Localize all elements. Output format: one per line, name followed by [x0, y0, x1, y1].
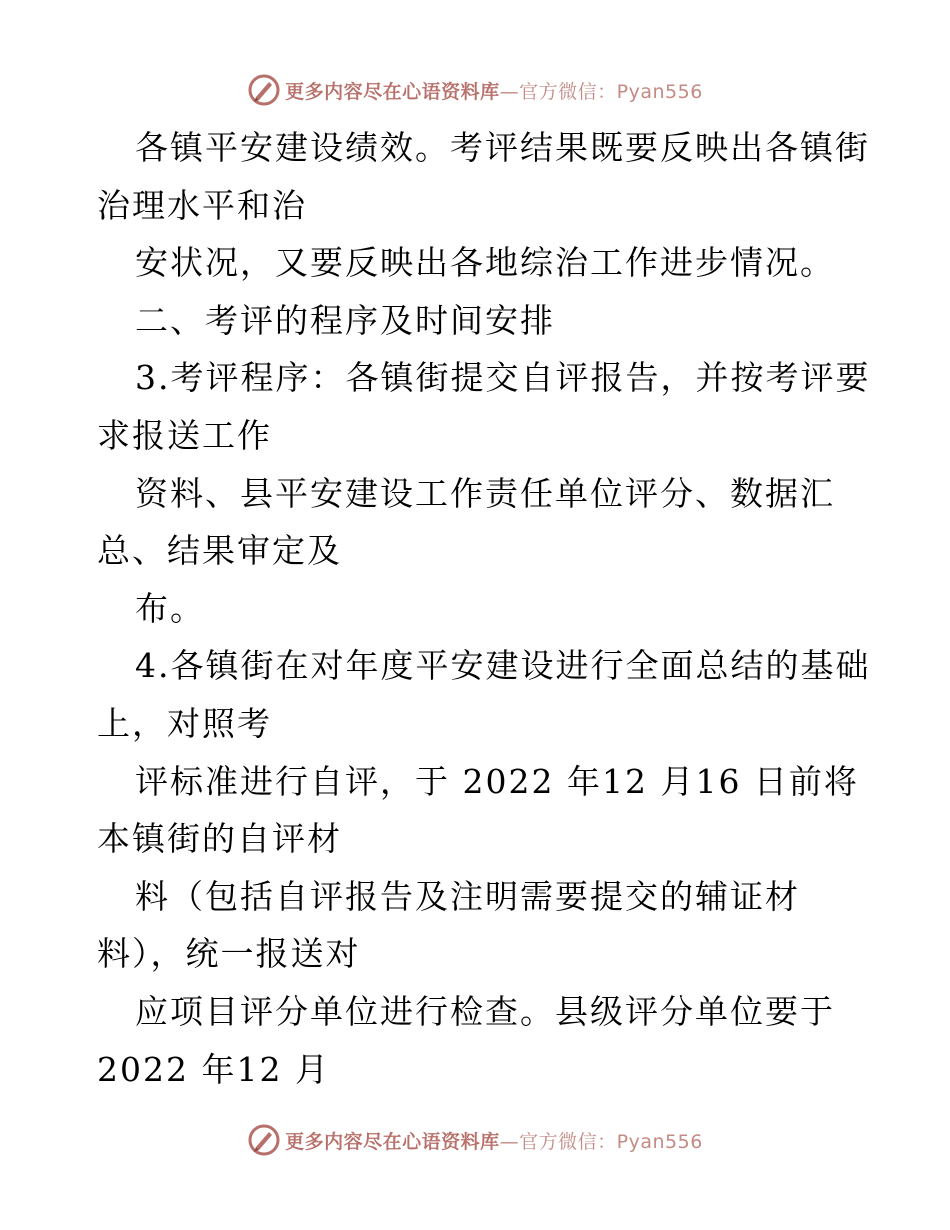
document-body — [97, 120, 871, 1099]
pen-logo-icon — [247, 1123, 281, 1157]
paragraph-line: 安状况，又要反映出各地综治工作进步情况。 — [135, 243, 835, 283]
section-heading: 二、考评的程序及时间安排 — [135, 300, 555, 340]
paragraph-line: 布。 — [135, 588, 205, 628]
paragraph-line: 本镇街的自评材 — [97, 819, 342, 859]
paragraph-line: 求报送工作 — [97, 415, 272, 455]
watermark-text: 更多内容尽在心语资料库—官方微信：Pyan556 — [285, 80, 703, 103]
paragraph-line: 料），统一报送对 — [97, 934, 361, 974]
footer-watermark — [0, 1122, 950, 1158]
paragraph-line: 4.各镇街在对年度平安建设进行全面总结的基础 — [135, 646, 871, 686]
paragraph-line: 2022 年12 月 — [97, 1049, 330, 1089]
paragraph-line: 料（包括自评报告及注明需要提交的辅证材 — [135, 876, 800, 916]
watermark-text: 更多内容尽在心语资料库—官方微信：Pyan556 — [285, 1130, 703, 1153]
paragraph-line: 各镇平安建设绩效。考评结果既要反映出各镇街 — [135, 128, 870, 167]
paragraph-line: 总、结果审定及 — [97, 531, 342, 571]
paragraph-line: 资料、县平安建设工作责任单位评分、数据汇 — [135, 473, 835, 513]
paragraph-line: 评标准进行自评，于 2022 年12 月16 日前将 — [135, 761, 859, 801]
paragraph-line: 治理水平和治 — [97, 185, 307, 225]
paragraph-line: 应项目评分单位进行检查。县级评分单位要于 — [135, 991, 835, 1031]
paragraph-line: 3.考评程序：各镇街提交自评报告，并按考评要 — [135, 358, 871, 398]
header-watermark — [0, 72, 950, 108]
paragraph-line: 上，对照考 — [97, 703, 272, 743]
pen-logo-icon — [247, 73, 281, 107]
